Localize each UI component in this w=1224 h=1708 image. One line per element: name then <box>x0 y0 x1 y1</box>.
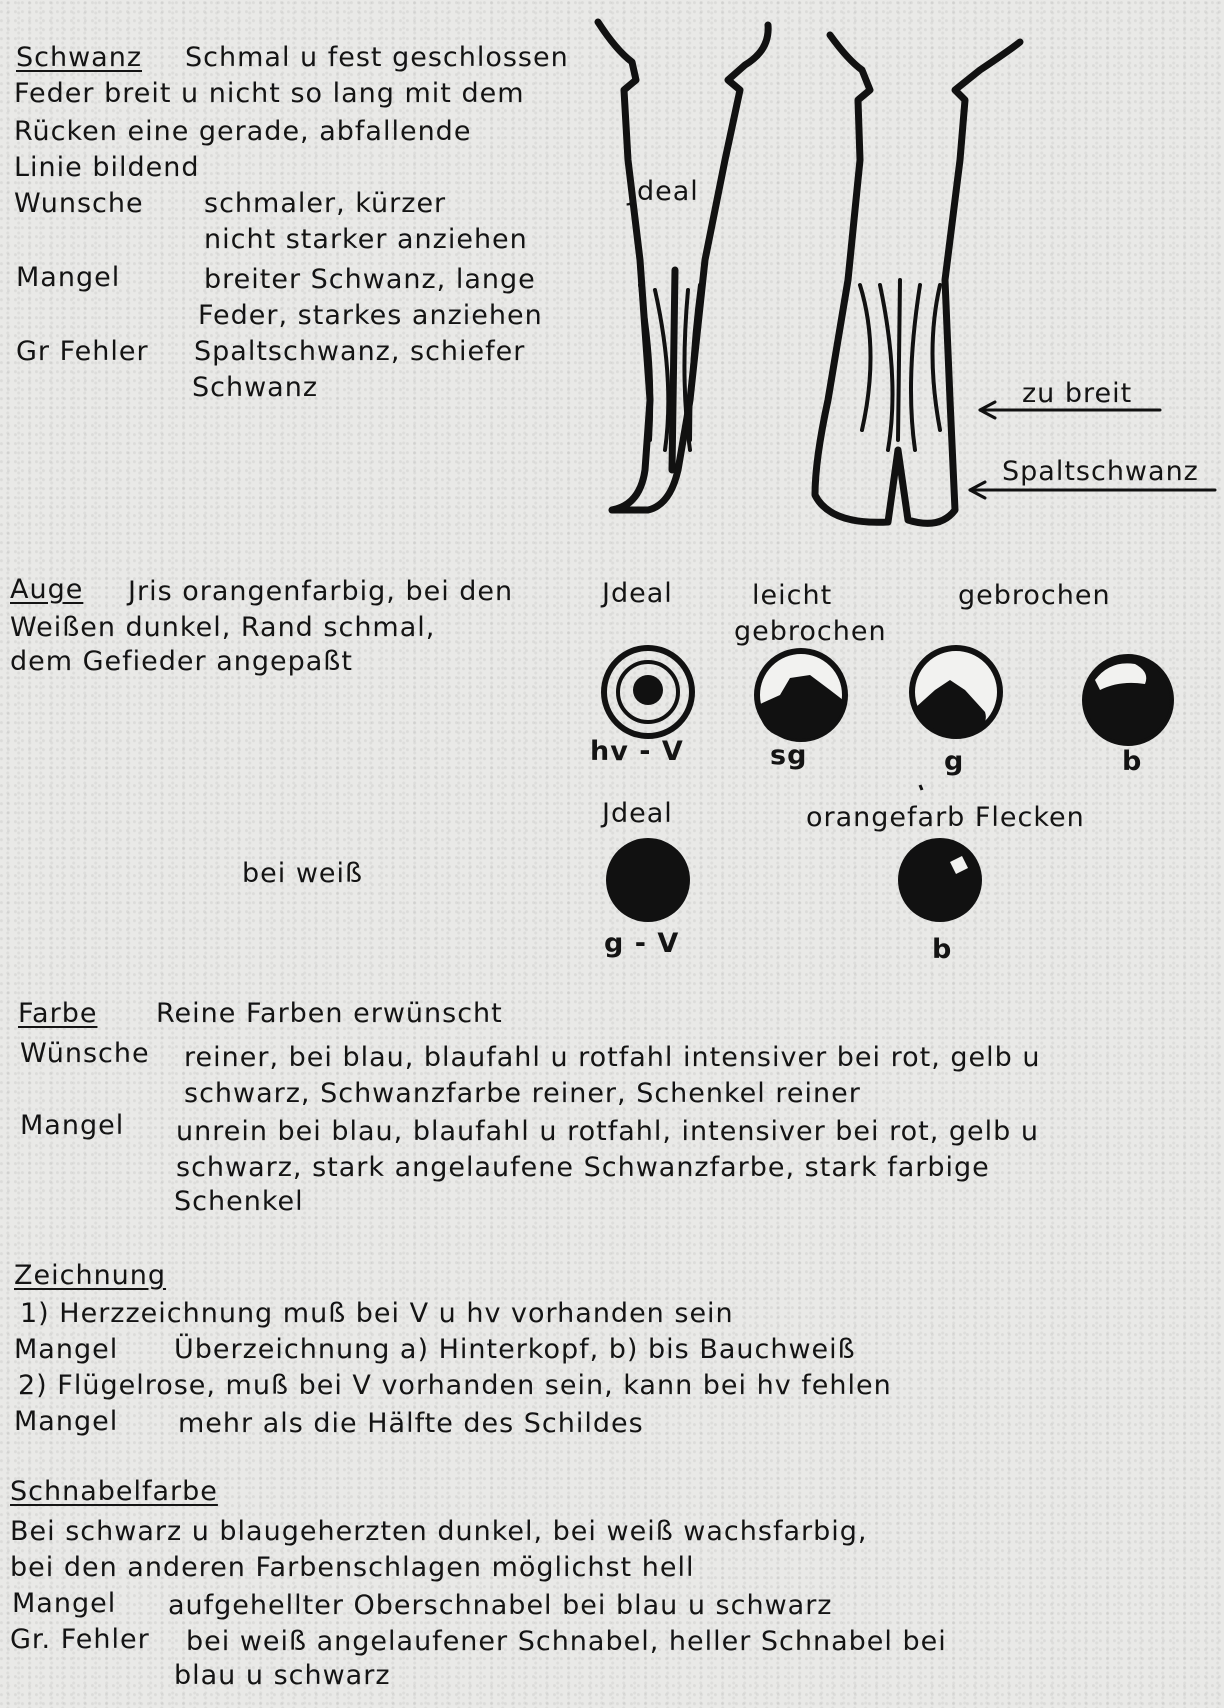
eye-row2-ideal: Jdeal <box>602 798 673 829</box>
eye-broken <box>912 648 1000 736</box>
schwanz-desc-line2: Feder breit u nicht so lang mit dem <box>14 78 525 109</box>
farbe-desc: Reine Farben erwünscht <box>156 998 503 1029</box>
eye-white-ideal <box>606 838 690 922</box>
farbe-mangel-line2: schwarz, stark angelaufene Schwanzfarbe, stark farbige <box>176 1152 990 1183</box>
tail-fig-spaltschwanz-label: Spaltschwanz <box>1002 456 1199 487</box>
schwanz-fehler-label: Gr Fehler <box>16 336 149 367</box>
schwanz-desc-line3: Rücken eine gerade, abfallende <box>14 116 472 147</box>
eye-fully-broken <box>1084 656 1172 744</box>
farbe-mangel-label: Mangel <box>20 1110 125 1141</box>
zeichnung-mangel2-label: Mangel <box>14 1406 119 1437</box>
eye-label-hv-v: hv - V <box>590 736 684 767</box>
farbe-wuensche-line2: schwarz, Schwanzfarbe reiner, Schenkel reiner <box>184 1078 861 1109</box>
eye-label-b: b <box>1122 746 1143 777</box>
zeichnung-heading: Zeichnung <box>14 1260 167 1291</box>
schnabel-fehler-line2: blau u schwarz <box>174 1660 391 1691</box>
eye-label-g: g <box>944 746 965 777</box>
schwanz-mangel-label: Mangel <box>16 262 121 293</box>
eye-col-gebrochen: gebrochen <box>958 580 1111 611</box>
eye-col-ideal: Jdeal <box>602 578 673 609</box>
tail-fig-zu-breit-label: zu breit <box>1022 378 1133 409</box>
schwanz-desc-line4: Linie bildend <box>14 152 200 183</box>
auge-desc-line2: Weißen dunkel, Rand schmal, <box>10 612 436 643</box>
schnabel-mangel-text: aufgehellter Oberschnabel bei blau u schwarz <box>168 1590 833 1621</box>
eye-label-b2: b <box>932 934 953 965</box>
eye-row2-flecken: orangefarb Flecken <box>806 802 1085 833</box>
eye-col-leicht-gebrochen: gebrochen <box>734 616 887 647</box>
schnabel-fehler-line1: bei weiß angelaufener Schnabel, heller Schnabel bei <box>186 1626 947 1657</box>
zeichnung-mangel1-text: Überzeichnung a) Hinterkopf, b) bis Bauchweiß <box>174 1334 856 1365</box>
farbe-mangel-line3: Schenkel <box>174 1186 304 1217</box>
auge-desc-line3: dem Gefieder angepaßt <box>10 646 353 677</box>
schnabel-mangel-label: Mangel <box>12 1588 117 1619</box>
eye-bei-weiss: bei weiß <box>242 858 364 889</box>
schwanz-wuensche-line1: schmaler, kürzer <box>204 188 447 219</box>
schnabel-line1: Bei schwarz u blaugeherzten dunkel, bei weiß wachsfarbig, <box>10 1516 868 1547</box>
auge-heading: Auge <box>10 574 84 605</box>
farbe-wuensche-line1: reiner, bei blau, blaufahl u rotfahl intensiver bei rot, gelb u <box>184 1042 1041 1073</box>
eye-col-leicht: leicht <box>752 580 833 611</box>
schwanz-mangel-line1: breiter Schwanz, lange <box>204 264 536 295</box>
schwanz-fehler-line1: Spaltschwanz, schiefer <box>194 336 526 367</box>
zeichnung-mangel2-text: mehr als die Hälfte des Schildes <box>178 1408 644 1439</box>
schnabel-fehler-label: Gr. Fehler <box>10 1624 150 1655</box>
farbe-heading: Farbe <box>18 998 98 1029</box>
eye-white-spotted <box>898 838 982 922</box>
farbe-wuensche-label: Wünsche <box>20 1038 150 1069</box>
tail-fig-ideal-label: Jdeal <box>628 176 699 207</box>
eye-slightly-broken <box>757 651 845 739</box>
schnabel-heading: Schnabelfarbe <box>10 1476 218 1507</box>
zeichnung-line1: 1) Herzzeichnung muß bei V u hv vorhanden sein <box>20 1298 734 1329</box>
schwanz-heading: Schwanz <box>16 42 143 73</box>
zeichnung-line2: 2) Flügelrose, muß bei V vorhanden sein, kann bei hv fehlen <box>18 1370 892 1401</box>
auge-desc-line1: Jris orangenfarbig, bei den <box>128 576 514 607</box>
farbe-mangel-line1: unrein bei blau, blaufahl u rotfahl, intensiver bei rot, gelb u <box>176 1116 1039 1147</box>
schwanz-fehler-line2: Schwanz <box>192 372 319 403</box>
schwanz-wuensche-label: Wunsche <box>14 188 144 219</box>
eye-ideal-ring <box>604 648 692 736</box>
eye-label-g-v: g - V <box>604 928 680 959</box>
zeichnung-mangel1-label: Mangel <box>14 1334 119 1365</box>
schwanz-desc-line1: Schmal u fest geschlossen <box>185 42 569 73</box>
eye-label-sg: sg <box>770 740 808 771</box>
schwanz-mangel-line2: Feder, starkes anziehen <box>198 300 543 331</box>
schnabel-line2: bei den anderen Farbenschlagen möglichst hell <box>10 1552 695 1583</box>
schwanz-wuensche-line2: nicht starker anziehen <box>204 224 528 255</box>
